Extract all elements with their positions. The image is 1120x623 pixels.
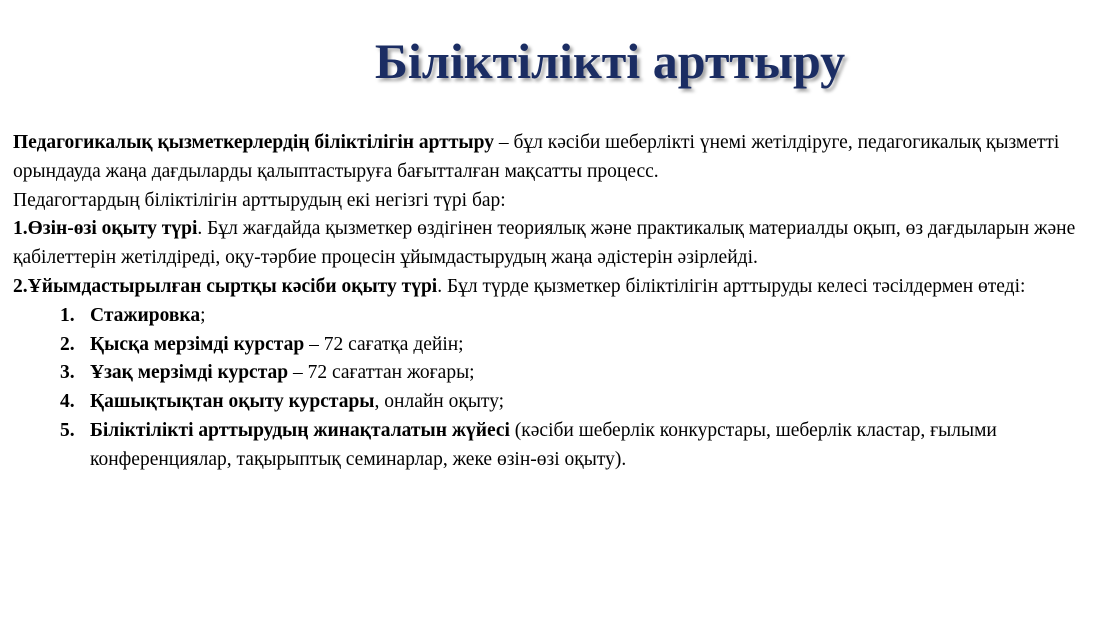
list-item-text: – 72 сағаттан жоғары; <box>288 362 475 384</box>
intro-definition: – бұл кәсіби шеберлікті үнемі жетілдіруге, педагогикалық қызметті орындауда жаңа дағдыларды қалыптастыруға бағытталған мақсатты процесс. <box>13 132 1060 182</box>
type-2-label: 2.Ұйымдастырылған сыртқы кәсіби оқыту түрі <box>13 275 438 297</box>
list-item-number: 4. <box>60 391 75 413</box>
list-item <box>13 302 1117 331</box>
methods-list <box>13 302 1117 475</box>
list-item-bold: Қашықтықтан оқыту курстары <box>90 391 375 413</box>
list-item <box>13 331 1117 360</box>
type-1-paragraph <box>13 215 1117 273</box>
list-item-text: , онлайн оқыту; <box>374 391 505 413</box>
type-1-text: . Бұл жағдайда қызметкер өздігінен теориялық және практикалық материалды оқып, өз дағдыларын және қабілеттерін жетілдіреді, оқу-тәрбие процесін ұйымдастырудың жаңа әдістерін әзірлейді. <box>13 218 1076 269</box>
slide-body <box>13 129 1117 475</box>
list-item-bold: Ұзақ мерзімді курстар <box>90 362 289 384</box>
list-item-text: (кәсіби шеберлік конкурстары, шеберлік кластар, ғылыми конференциялар, тақырыптық семинарлар, жеке өзін-өзі оқыту). <box>90 419 997 470</box>
slide-title: Біліктілікті арттыру <box>374 33 846 89</box>
intro-term: Педагогикалық қызметкерлердің біліктілігін арттыру <box>13 132 494 153</box>
list-item-number: 3. <box>60 362 75 384</box>
list-item-text: ; <box>200 304 206 326</box>
type-1-label: 1.Өзін-өзі оқыту түрі <box>13 218 198 240</box>
list-item-bold: Стажировка <box>90 304 201 326</box>
list-item-number: 2. <box>60 333 75 355</box>
type-2-paragraph <box>13 273 1117 302</box>
type-2-text: . Бұл түрде қызметкер біліктілігін арттыруды келесі тәсілдермен өтеді: <box>437 275 1026 297</box>
list-item <box>13 359 1117 388</box>
list-item-bold: Қысқа мерзімді курстар <box>90 333 305 355</box>
list-item-number: 5. <box>60 419 75 441</box>
intro-paragraph <box>13 129 1117 187</box>
list-item-text: – 72 сағатқа дейін; <box>304 333 464 355</box>
list-item <box>13 417 1117 475</box>
list-item <box>13 388 1117 417</box>
types-intro: Педагогтардың біліктілігін арттырудың екі негізгі түрі бар: <box>13 189 506 211</box>
list-item-number: 1. <box>60 304 75 326</box>
list-item-bold: Біліктілікті арттырудың жинақталатын жүйесі <box>90 419 510 441</box>
